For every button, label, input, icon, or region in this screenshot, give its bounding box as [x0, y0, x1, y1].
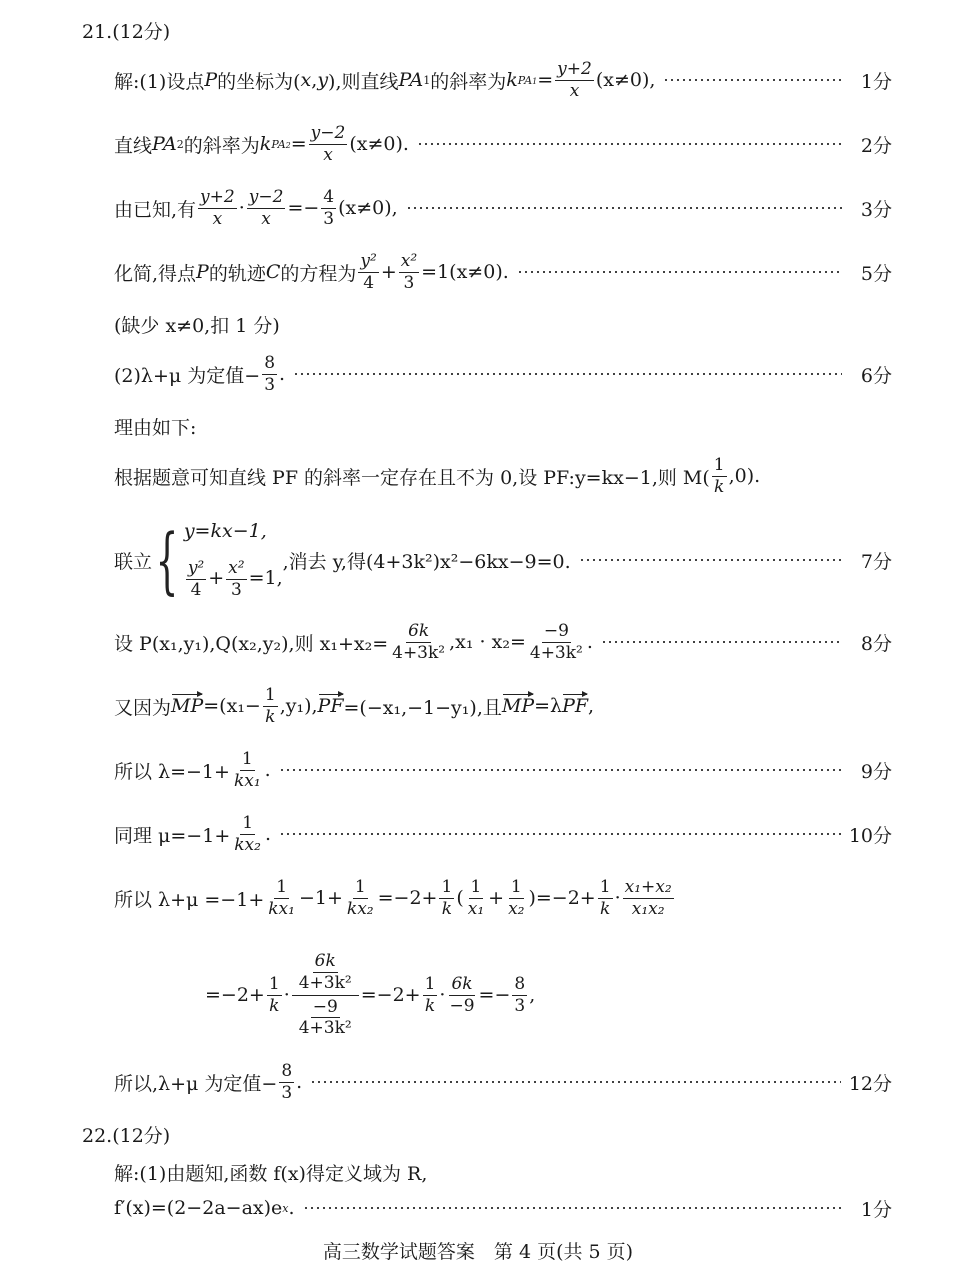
fraction: $\frac{y+2}{x}$ [200, 186, 235, 229]
q21-line-16: 所以,λ+μ 为定值− $\frac{8}{3}$ . 12分 [114, 1060, 892, 1103]
q21-line-15: =−2+ $\frac{1}{k}$ · $\frac{\frac{6k}{\text{4+3k²}}}{\frac{-9}{\text{4+3k²}}}$ =−2+ $\frac{1}{k}$ · $\frac{6k}{-9}$ =− $\frac{8}{3}$ , [205, 951, 536, 1039]
leader-dots [579, 559, 842, 561]
leader-dots [303, 1207, 842, 1209]
compound-fraction: $\frac{\frac{6k}{\text{4+3k²}}}{\frac{-9}{\text{4+3k²}}}$ [292, 952, 359, 1038]
score: 3分 [860, 198, 892, 221]
vector-mp: MP [501, 695, 535, 717]
q21-line-5: (缺少 x≠0,扣 1 分) [114, 314, 280, 337]
score: 1分 [860, 1198, 892, 1221]
leader-dots [279, 769, 842, 771]
q21-line-14: 所以 λ+μ =−1+ $\frac{1}{\text{kx₁}}$ −1+ $\frac{1}{\text{kx₂}}$ =−2+ $\frac{1}{k}$ ( $\frac{1}{\text{x₁}}$ + $\frac{1}{\text{x₂}}$ )=−2+ $\frac{1}{k}$ · $\frac{\text{x₁+x₂}}{\text{x₁x₂}}$ [114, 876, 672, 919]
q22-header: 22.(12分) [82, 1124, 171, 1147]
q21-line-13: 同理 μ=−1+ $\frac{1}{\text{kx₂}}$ . 10分 [114, 812, 892, 855]
q21-line-4: 化简,得点 P 的轨迹 C 的方程为 $\frac{\text{y²}}{4}$ + $\frac{\text{x²}}{3}$ =1(x≠0). 5分 [114, 250, 892, 293]
vector-pf: PF [562, 695, 589, 717]
fraction: $\frac{8}{3}$ [281, 1060, 293, 1103]
q21-line-11: 又因为 MP =(x₁− $\frac{1}{k}$ ,y₁), PF =(−x₁,−1−y₁),且 MP =λ PF , [114, 684, 595, 727]
q21-line-9: 联立 { y=kx−1, $\frac{\text{y²}}{4}$ + $\frac{\text{x²}}{3}$ =1, ,消去 y,得(4+3k²)x²−6kx−9=0. 7分 [114, 510, 892, 610]
q22-line-2: f′(x)=(2−2a−ax)e x . 1分 [114, 1182, 892, 1234]
leader-dots [601, 641, 842, 643]
q21-line-1: 解:(1)设点 P 的坐标为( x , y ),则直线 PA 1 的斜率为 k PA1 = $\frac{y+2}{x}$ (x≠0), 1分 [114, 58, 892, 101]
score: 10分 [848, 824, 892, 847]
vector-pf: PF [317, 695, 344, 717]
fraction: $\frac{4}{3}$ [323, 186, 335, 229]
fraction: $\frac{6k}{\text{4+3k²}}$ [392, 620, 446, 663]
score: 7分 [860, 550, 892, 573]
fraction: $\frac{y-2}{x}$ [310, 122, 346, 165]
q21-line-12: 所以 λ=−1+ $\frac{1}{\text{kx₁}}$ . 9分 [114, 748, 892, 791]
fraction: $\frac{1}{\text{kx₂}}$ [234, 812, 261, 855]
q21-line-6: (2)λ+μ 为定值− $\frac{8}{3}$ . 6分 [114, 352, 892, 395]
fraction: $\frac{y+2}{x}$ [557, 58, 592, 101]
fraction: $\frac{1}{k}$ [264, 684, 276, 727]
score: 6分 [860, 364, 892, 387]
fraction: $\frac{8}{3}$ [264, 352, 276, 395]
leader-dots [517, 271, 842, 273]
leader-dots [293, 373, 842, 375]
fraction: $\frac{\text{y²}}{4}$ [360, 250, 377, 293]
score: 5分 [860, 262, 892, 285]
score: 2分 [860, 134, 892, 157]
q21-line-7: 理由如下: [114, 416, 197, 439]
page-footer: 高三数学试题答案 第 4 页(共 5 页) [322, 1241, 634, 1263]
leader-dots [310, 1081, 841, 1083]
score: 1分 [860, 70, 892, 93]
q21-line-3: 由已知,有 $\frac{y+2}{x}$ · $\frac{y-2}{x}$ =− $\frac{4}{3}$ (x≠0), 3分 [114, 186, 892, 229]
score: 9分 [860, 760, 892, 783]
fraction: $\frac{-9}{\text{4+3k²}}$ [529, 620, 583, 663]
leader-dots [279, 833, 841, 835]
leader-dots [406, 207, 842, 209]
equation-system: { y=kx−1, $\frac{\text{y²}}{4}$ + $\frac{\text{x²}}{3}$ =1, [155, 518, 283, 602]
vector-mp: MP [171, 695, 204, 717]
q21-line-8: 根据题意可知直线 PF 的斜率一定存在且不为 0,设 PF:y=kx−1,则 M( $\frac{1}{k}$ ,0). [114, 454, 761, 497]
score: 8分 [860, 632, 892, 655]
fraction: $\frac{\text{x²}}{3}$ [400, 250, 418, 293]
fraction: $\frac{1}{k}$ [713, 454, 725, 497]
q21-header: 21.(12分) [82, 20, 171, 43]
score: 12分 [848, 1072, 892, 1095]
leader-dots [663, 79, 842, 81]
brace: { [155, 518, 179, 602]
q21-line-10: 设 P(x₁,y₁),Q(x₂,y₂),则 x₁+x₂= $\frac{6k}{\text{4+3k²}}$ ,x₁ · x₂= $\frac{-9}{\text{4+3k²}}$ . 8分 [114, 620, 892, 663]
fraction: $\frac{y-2}{x}$ [248, 186, 284, 229]
q22-line-1: 解:(1)由题知,函数 f(x)得定义域为 R, [114, 1162, 428, 1185]
q21-line-2: 直线 PA 2 的斜率为 k PA2 = $\frac{y-2}{x}$ (x≠0). 2分 [114, 122, 892, 165]
leader-dots [417, 143, 842, 145]
fraction: $\frac{1}{\text{kx₁}}$ [233, 748, 261, 791]
